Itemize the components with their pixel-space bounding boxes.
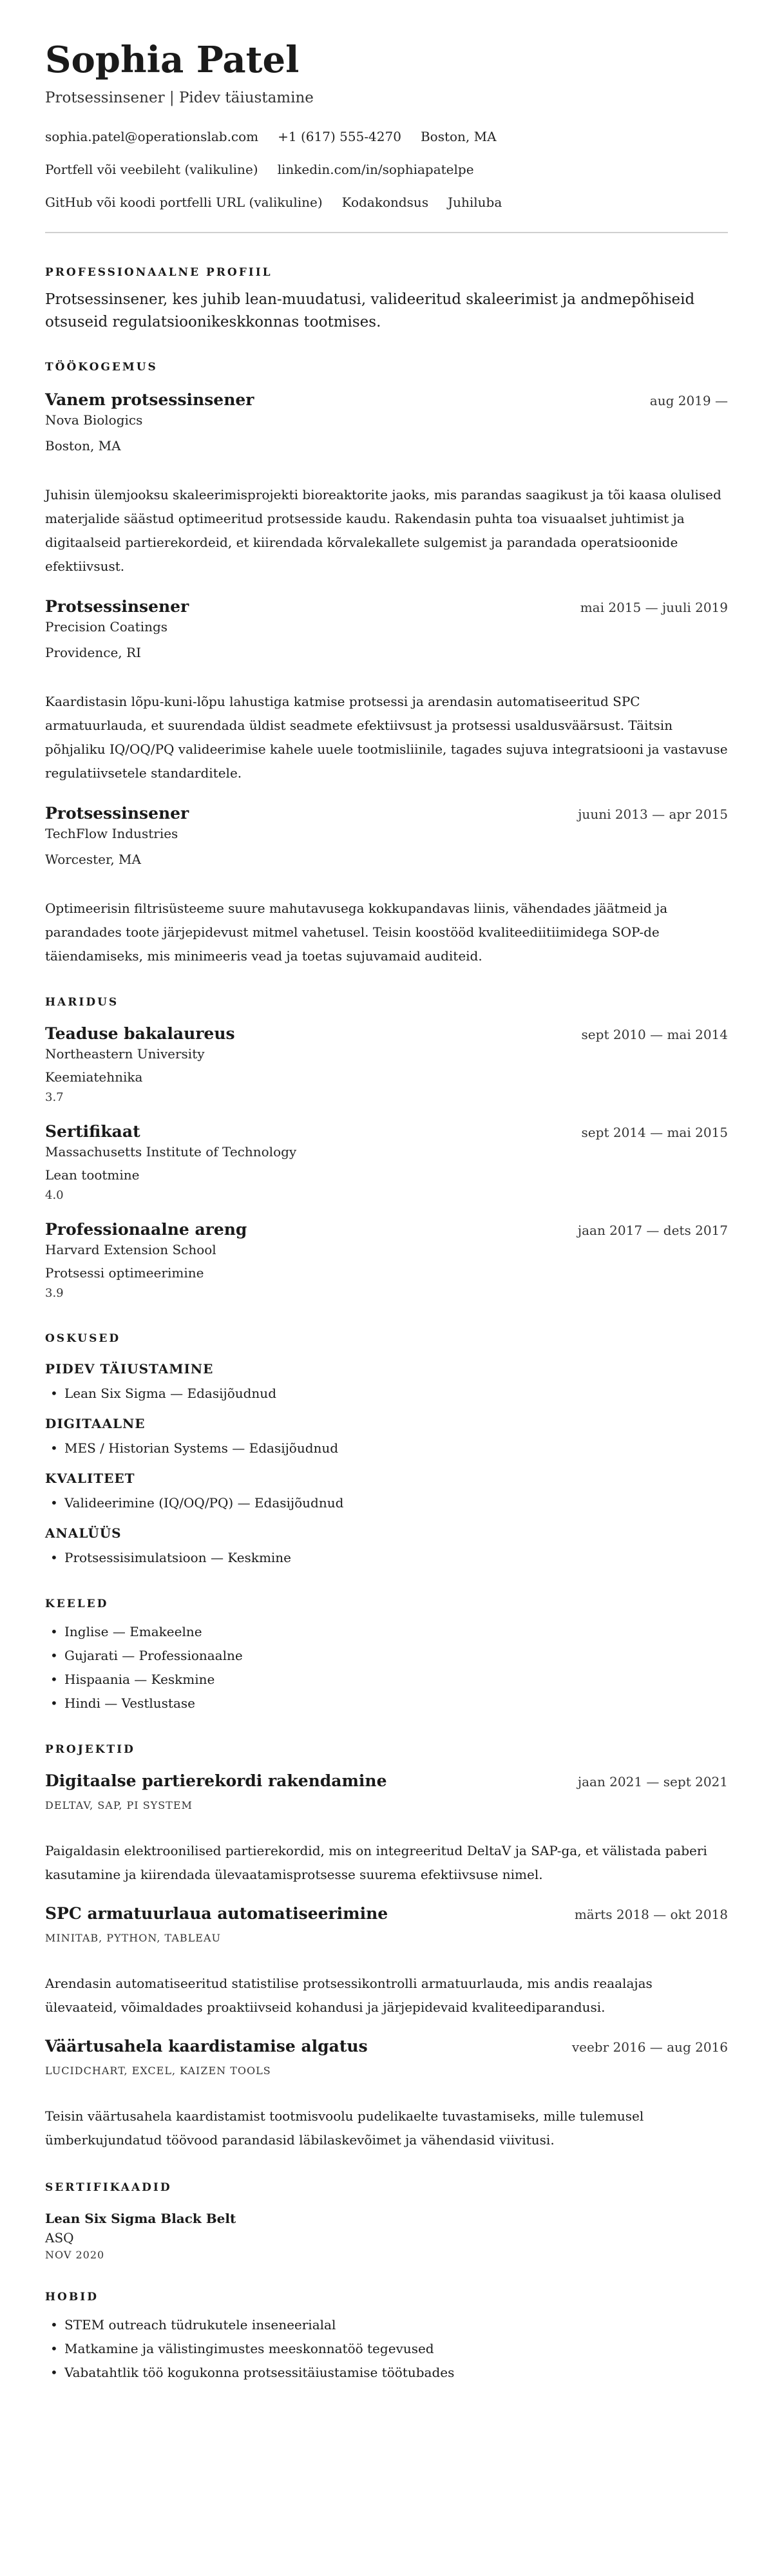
interest-item: • Matkamine ja välistingimustes meeskonnatöö tegevused bbox=[45, 2337, 728, 2361]
languages-heading: KEELED bbox=[45, 1598, 109, 1610]
education-school: Northeastern University bbox=[45, 1046, 205, 1062]
summary-text: Protsessinsener, kes juhib lean-muudatusi, valideeritud skaleerimist ja andmepõhiseid otsuseid regulatsioonikeskkonnas tootmises. bbox=[45, 291, 695, 330]
skill-group bbox=[45, 1360, 728, 1406]
project-tools: LUCIDCHART, EXCEL, KAIZEN TOOLS bbox=[45, 2065, 271, 2077]
certifications-heading: SERTIFIKAADID bbox=[45, 2181, 172, 2194]
project-dates: veebr 2016 — aug 2016 bbox=[571, 2039, 728, 2055]
candidate-headline: Protsessinsener | Pidev täiustamine bbox=[45, 90, 314, 106]
skill-group bbox=[45, 1469, 728, 1515]
education-degree: Teaduse bakalaureus bbox=[45, 1024, 235, 1043]
experience-company: Precision Coatings bbox=[45, 619, 168, 634]
project-description: Arendasin automatiseeritud statistilise protsessikontrolli armatuurlauda, mis andis reaalajas ülevaateid, võimaldades proaktiivseid kohandusi ja järjepidevaid kvaliteediparandusi. bbox=[45, 1976, 653, 2015]
experience-item bbox=[45, 390, 728, 578]
experience-item bbox=[45, 803, 728, 968]
summary-heading: PROFESSIONAALNE PROFIIL bbox=[45, 266, 272, 279]
linkedin-link[interactable]: linkedin.com/in/sophiapatelpe bbox=[277, 162, 474, 177]
education-gpa: 3.7 bbox=[45, 1091, 64, 1104]
portfolio-label: Portfell või veebileht (valikuline) bbox=[45, 162, 258, 177]
experience-company: TechFlow Industries bbox=[45, 826, 178, 841]
education-field: Lean tootmine bbox=[45, 1167, 140, 1183]
github-label: GitHub või koodi portfelli URL (valikuline) bbox=[45, 195, 323, 210]
education-degree: Sertifikaat bbox=[45, 1122, 140, 1141]
education-field: Keemiatehnika bbox=[45, 1069, 143, 1085]
license-text: Juhiluba bbox=[448, 195, 502, 210]
phone-link[interactable]: +1 (617) 555-4270 bbox=[278, 129, 401, 144]
experience-description: Juhisin ülemjooksu skaleerimisprojekti bioreaktorite jaoks, mis parandas saagikust ja tõi kaasa olulised materjalide säästud optimeeritud protsesside kaudu. Rakendasin puhta toa visuaalset juhtimist ja digitaalseid partierekordeid, et kiirendada kõrvalekallete sulgemist ja parandada operatsioonide efektiivsust. bbox=[45, 487, 721, 574]
projects-heading: PROJEKTID bbox=[45, 1743, 135, 1756]
skill-category: PIDEV TÄIUSTAMINE bbox=[45, 1361, 214, 1377]
education-school: Massachusetts Institute of Technology bbox=[45, 1144, 297, 1159]
education-item bbox=[45, 1024, 728, 1106]
experience-role: Protsessinsener bbox=[45, 597, 189, 616]
education-item bbox=[45, 1219, 728, 1302]
skill-item: • Protsessisimulatsioon — Keskmine bbox=[45, 1546, 728, 1570]
citizenship-text: Kodakondsus bbox=[341, 195, 429, 210]
education-school: Harvard Extension School bbox=[45, 1242, 216, 1257]
experience-description: Kaardistasin lõpu-kuni-lõpu lahustiga katmise protsessi ja arendasin automatiseeritud SPC armatuurlauda, et suurendada üldist seadmete efektiivsust ja protsessi usaldusväärsust. Täitsin põhjaliku IQ/OQ/PQ valideerimise kahele uuele tootmisliinile, tagades sujuva integratsiooni ja vastavuse regulatiivsetele standarditele. bbox=[45, 694, 728, 781]
project-tools: MINITAB, PYTHON, TABLEAU bbox=[45, 1932, 221, 1944]
skill-item: • Valideerimine (IQ/OQ/PQ) — Edasijõudnud bbox=[45, 1491, 728, 1515]
skill-item: • Lean Six Sigma — Edasijõudnud bbox=[45, 1382, 728, 1406]
languages-list bbox=[45, 1620, 728, 1715]
skill-group bbox=[45, 1415, 728, 1460]
interest-item: • STEM outreach tüdrukutele inseneerialal bbox=[45, 2313, 728, 2337]
experience-location: Providence, RI bbox=[45, 645, 141, 660]
language-item: • Inglise — Emakeelne bbox=[45, 1620, 728, 1644]
contact-row-extra bbox=[45, 193, 728, 212]
certification-issuer: ASQ bbox=[45, 2230, 74, 2246]
skill-category: ANALÜÜS bbox=[45, 1525, 122, 1541]
certification-item bbox=[45, 2209, 728, 2263]
certification-name: Lean Six Sigma Black Belt bbox=[45, 2211, 236, 2226]
project-item bbox=[45, 1903, 728, 2019]
education-dates: sept 2010 — mai 2014 bbox=[581, 1027, 728, 1042]
header-divider bbox=[45, 232, 728, 233]
experience-location: Worcester, MA bbox=[45, 852, 141, 867]
experience-heading: TÖÖKOGEMUS bbox=[45, 361, 158, 374]
project-item bbox=[45, 2036, 728, 2152]
skill-category: DIGITAALNE bbox=[45, 1416, 146, 1431]
project-name: Digitaalse partierekordi rakendamine bbox=[45, 1771, 387, 1790]
certification-date: NOV 2020 bbox=[45, 2249, 105, 2261]
skill-item: • MES / Historian Systems — Edasijõudnud bbox=[45, 1436, 728, 1460]
skills-heading: OSKUSED bbox=[45, 1332, 121, 1345]
project-dates: märts 2018 — okt 2018 bbox=[574, 1907, 728, 1922]
experience-company: Nova Biologics bbox=[45, 412, 143, 428]
experience-location: Boston, MA bbox=[45, 438, 121, 453]
experience-dates: juuni 2013 — apr 2015 bbox=[578, 806, 728, 822]
contact-row-links bbox=[45, 160, 728, 179]
interests-list bbox=[45, 2313, 728, 2385]
contact-block bbox=[45, 127, 728, 212]
project-dates: jaan 2021 — sept 2021 bbox=[577, 1774, 728, 1789]
experience-dates: aug 2019 — bbox=[649, 393, 728, 408]
education-gpa: 4.0 bbox=[45, 1188, 64, 1202]
experience-role: Vanem protsessinsener bbox=[45, 390, 254, 409]
interests-heading: HOBID bbox=[45, 2291, 99, 2304]
skill-group bbox=[45, 1524, 728, 1570]
education-heading: HARIDUS bbox=[45, 996, 119, 1009]
location-text: Boston, MA bbox=[420, 129, 497, 144]
education-field: Protsessi optimeerimine bbox=[45, 1265, 204, 1281]
education-item bbox=[45, 1121, 728, 1204]
language-item: • Hindi — Vestlustase bbox=[45, 1692, 728, 1715]
education-dates: jaan 2017 — dets 2017 bbox=[577, 1223, 728, 1238]
language-item: • Gujarati — Professionaalne bbox=[45, 1644, 728, 1668]
project-description: Teisin väärtusahela kaardistamist tootmisvoolu pudelikaelte tuvastamiseks, mille tulemusel ümberkujundatud töövood parandasid läbilaskevõimet ja vähendasid viivitusi. bbox=[45, 2108, 644, 2148]
education-degree: Professionaalne areng bbox=[45, 1220, 247, 1239]
email-link[interactable]: sophia.patel@operationslab.com bbox=[45, 129, 259, 144]
interest-item: • Vabatahtlik töö kogukonna protsessitäiustamise töötubades bbox=[45, 2361, 728, 2385]
education-dates: sept 2014 — mai 2015 bbox=[581, 1125, 728, 1140]
experience-description: Optimeerisin filtrisüsteeme suure mahutavusega kokkupandavas liinis, vähendades jäätmeid ja parandades toote järjepidevust mitmel vahetusel. Teisin koostööd kvaliteediitiimidega SOP-de täiendamiseks, mis minimeeris vead ja toetas sujuvamaid auditeid. bbox=[45, 901, 668, 964]
education-gpa: 3.9 bbox=[45, 1286, 64, 1300]
skill-category: KVALITEET bbox=[45, 1471, 135, 1486]
project-item bbox=[45, 1771, 728, 1887]
contact-row-primary bbox=[45, 127, 728, 146]
experience-item bbox=[45, 596, 728, 785]
language-item: • Hispaania — Keskmine bbox=[45, 1668, 728, 1692]
experience-role: Protsessinsener bbox=[45, 804, 189, 823]
project-tools: DELTAV, SAP, PI SYSTEM bbox=[45, 1799, 193, 1811]
project-description: Paigaldasin elektroonilised partierekordid, mis on integreeritud DeltaV ja SAP-ga, et välistada paberi kasutamine ja kiirendada ülevaatamisprotsesse suurema efektiivsuse nimel. bbox=[45, 1843, 707, 1882]
project-name: Väärtusahela kaardistamise algatus bbox=[45, 2037, 368, 2056]
candidate-name: Sophia Patel bbox=[45, 39, 300, 81]
experience-dates: mai 2015 — juuli 2019 bbox=[580, 600, 728, 615]
project-name: SPC armatuurlaua automatiseerimine bbox=[45, 1904, 388, 1923]
